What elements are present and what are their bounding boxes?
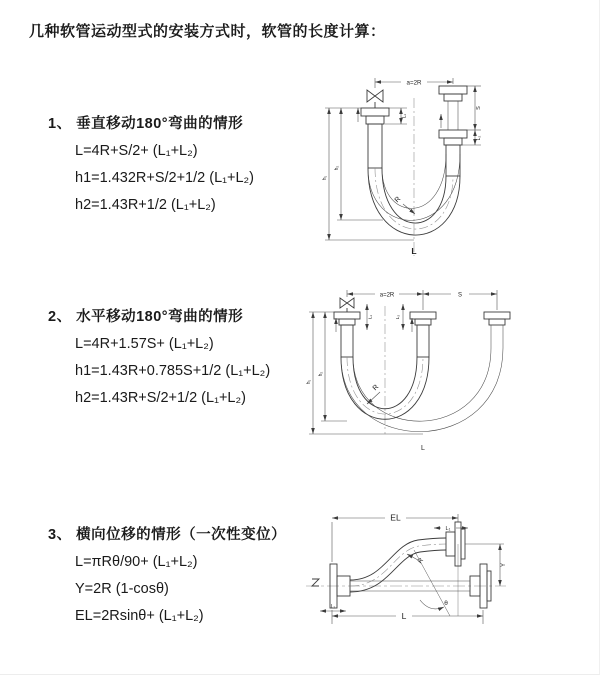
formula-line: L=4R+1.57S+ (L₁+L₂) (75, 336, 214, 352)
formula-line: L=4R+S/2+ (L₁+L₂) (75, 143, 198, 159)
dim-label-h1: h₁ (322, 175, 328, 181)
dim-label-l2: L₂ (476, 135, 482, 141)
dim-label-a2r: a=2R (379, 292, 395, 299)
dim-label-l1: L₁ (401, 113, 408, 119)
dim-label-a2r: a=2R (406, 79, 422, 87)
right-pipe (448, 101, 458, 130)
left-flange (334, 312, 360, 325)
dimension-lines (320, 514, 504, 624)
braided-hose-middle (417, 325, 429, 357)
dim-label-l1: L₁ (445, 526, 451, 532)
right-flange-upper (439, 86, 467, 101)
dim-label-h1: h₁ (306, 379, 312, 385)
dim-label-y: Y (501, 562, 507, 568)
length-label: L (411, 246, 417, 256)
braided-hose-right (446, 145, 460, 176)
length-label: L (401, 611, 407, 621)
dim-label-l2: L₂ (396, 314, 401, 320)
wall-anchor-mark (312, 579, 319, 586)
formula-line: h1=1.43R+0.785S+1/2 (L₁+L₂) (75, 363, 271, 379)
valve-icon (367, 90, 383, 108)
diagram-lateral-displacement (300, 498, 510, 653)
section-heading: 2、 水平移动180°弯曲的情形 (48, 309, 244, 325)
hose-s-curve (350, 538, 446, 592)
right-pipe (491, 325, 503, 348)
dim-label-s: S (476, 106, 482, 110)
diagram-vertical-180-bend (315, 70, 535, 260)
formula-line: h2=1.43R+S/2+1/2 (L₁+L₂) (75, 390, 246, 406)
dim-label-l2: L₂ (330, 604, 336, 610)
diagram-horizontal-180-bend (303, 282, 543, 454)
braided-hose-left (368, 124, 382, 168)
hose-u-bend-moved (341, 348, 503, 432)
dim-label-l1: L₁ (368, 314, 374, 320)
formula-list (75, 138, 313, 219)
angle-label: θ (444, 600, 448, 607)
valve-icon (340, 298, 354, 312)
section-heading: 1、 垂直移动180°弯曲的情形 (48, 116, 244, 132)
formula-line: h2=1.43R+1/2 (L₁+L₂) (75, 197, 216, 213)
right-flange-moved (484, 312, 510, 325)
section-heading: 3、 横向位移的情形（一次性变位） (48, 527, 287, 543)
formula-line: EL=2Rsinθ+ (L₁+L₂) (75, 608, 204, 624)
formula-list (75, 331, 313, 412)
page-title: 几种软管运动型式的安装方式时，软管的长度计算： (29, 23, 386, 40)
radius-label: R (371, 383, 381, 393)
section-vertical-180 (48, 112, 313, 219)
middle-flange (410, 312, 436, 325)
formula-line: h1=1.432R+S/2+1/2 (L₁+L₂) (75, 170, 255, 186)
section-lateral-displacement (48, 523, 313, 630)
dimension-lines (325, 78, 481, 240)
radius-label: R (393, 195, 403, 205)
formula-list (75, 549, 313, 630)
dim-label-h2: h₂ (318, 371, 324, 377)
braided-hose-left (341, 325, 353, 357)
formula-line: Y=2R (1-cosθ) (75, 581, 169, 597)
right-flange-lower (439, 130, 467, 145)
radius-label: R (416, 556, 426, 566)
dim-label-s: S (457, 292, 463, 299)
left-flange (361, 108, 389, 124)
length-label: L (421, 445, 425, 452)
dim-label-el: EL (390, 512, 401, 523)
formula-line: L=πRθ/90+ (L₁+L₂) (75, 554, 198, 570)
section-horizontal-180 (48, 305, 313, 412)
dim-label-h2: h₂ (334, 165, 340, 171)
